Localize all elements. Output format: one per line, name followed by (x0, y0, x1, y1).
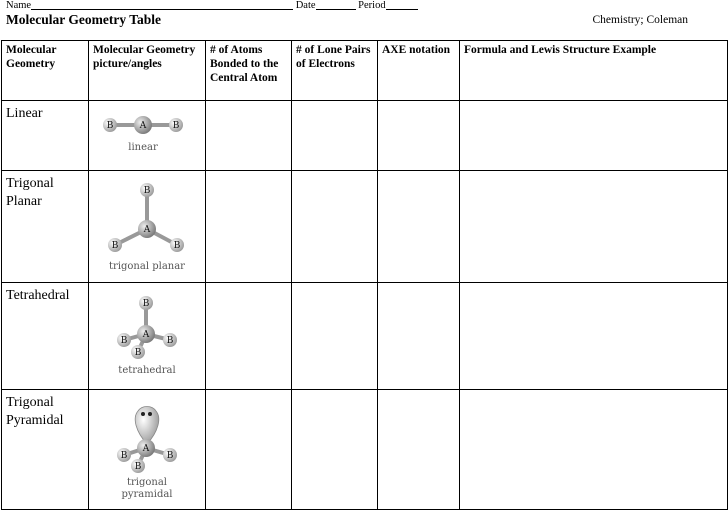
geometry-picture (89, 101, 206, 171)
atoms-bonded-cell[interactable] (206, 390, 292, 510)
col-header-atoms-bonded: # of Atoms Bonded to the Central Atom (206, 41, 292, 101)
geometry-name: Trigonal Pyramidal (2, 390, 89, 510)
atom-label-b: B (134, 462, 142, 472)
linear-molecule-diagram (92, 103, 202, 163)
axe-cell[interactable] (378, 171, 460, 283)
header-row (2, 41, 728, 101)
formula-cell[interactable] (460, 390, 728, 510)
atoms-bonded-cell[interactable] (206, 101, 292, 171)
geometry-caption: trigonal (126, 477, 168, 488)
atom-label-b: B (120, 451, 128, 461)
col-header-lone-pairs: # of Lone Pairs of Electrons (292, 41, 378, 101)
atom-label-b: B (143, 186, 151, 196)
geometry-table (1, 40, 728, 510)
atom-label-b: B (166, 451, 174, 461)
table-row (2, 101, 728, 171)
atom-label-b: B (173, 241, 181, 251)
geometry-name: Tetrahedral (2, 283, 89, 390)
period-field[interactable] (386, 0, 418, 10)
trigonal-planar-molecule-diagram (92, 173, 202, 277)
atom-label-b: B (106, 121, 114, 131)
geometry-picture (89, 390, 206, 510)
lone-pairs-cell[interactable] (292, 283, 378, 390)
date-field[interactable] (316, 0, 356, 10)
lone-pairs-cell[interactable] (292, 171, 378, 283)
geometry-name: Linear (2, 101, 89, 171)
name-field[interactable] (31, 0, 293, 10)
geometry-picture (89, 171, 206, 283)
lone-pairs-cell[interactable] (292, 390, 378, 510)
trigonal-pyramidal-molecule-diagram (92, 392, 202, 504)
atom-label-b: B (120, 336, 128, 346)
atom-label-b: B (166, 336, 174, 346)
atoms-bonded-cell[interactable] (206, 283, 292, 390)
axe-cell[interactable] (378, 390, 460, 510)
lone-pairs-cell[interactable] (292, 101, 378, 171)
atom-label-a: A (139, 121, 147, 131)
table-row (2, 390, 728, 510)
atom-label-b: B (172, 121, 180, 131)
table-row (2, 171, 728, 283)
geometry-caption: tetrahedral (118, 365, 176, 376)
atom-label-b: B (142, 299, 150, 309)
geometry-caption: trigonal planar (109, 261, 185, 272)
atom-label-a: A (142, 444, 150, 454)
atoms-bonded-cell[interactable] (206, 171, 292, 283)
page-title: Molecular Geometry Table (6, 12, 161, 27)
atom-label-b: B (111, 241, 119, 251)
period-label: Period (358, 0, 386, 11)
col-header-formula: Formula and Lewis Structure Example (460, 41, 728, 101)
atom-label-b: B (134, 348, 142, 358)
formula-cell[interactable] (460, 283, 728, 390)
date-label: Date (295, 0, 316, 11)
geometry-picture (89, 283, 206, 390)
axe-cell[interactable] (378, 101, 460, 171)
student-info-line (6, 0, 722, 12)
course-author: Chemistry; Coleman (592, 14, 688, 26)
axe-cell[interactable] (378, 283, 460, 390)
col-header-geometry: Molecular Geometry (2, 41, 89, 101)
atom-label-a: A (143, 225, 151, 235)
name-label: Name (6, 0, 32, 11)
tetrahedral-molecule-diagram (92, 285, 202, 383)
table-row (2, 283, 728, 390)
geometry-caption: pyramidal (121, 489, 173, 500)
lone-pair-lobe (135, 407, 159, 445)
geometry-name: Trigonal Planar (2, 171, 89, 283)
col-header-axe: AXE notation (378, 41, 460, 101)
atom-label-a: A (142, 330, 150, 340)
geometry-caption: linear (128, 142, 158, 153)
col-header-picture: Molecular Geometry picture/angles (89, 41, 206, 101)
formula-cell[interactable] (460, 171, 728, 283)
formula-cell[interactable] (460, 101, 728, 171)
